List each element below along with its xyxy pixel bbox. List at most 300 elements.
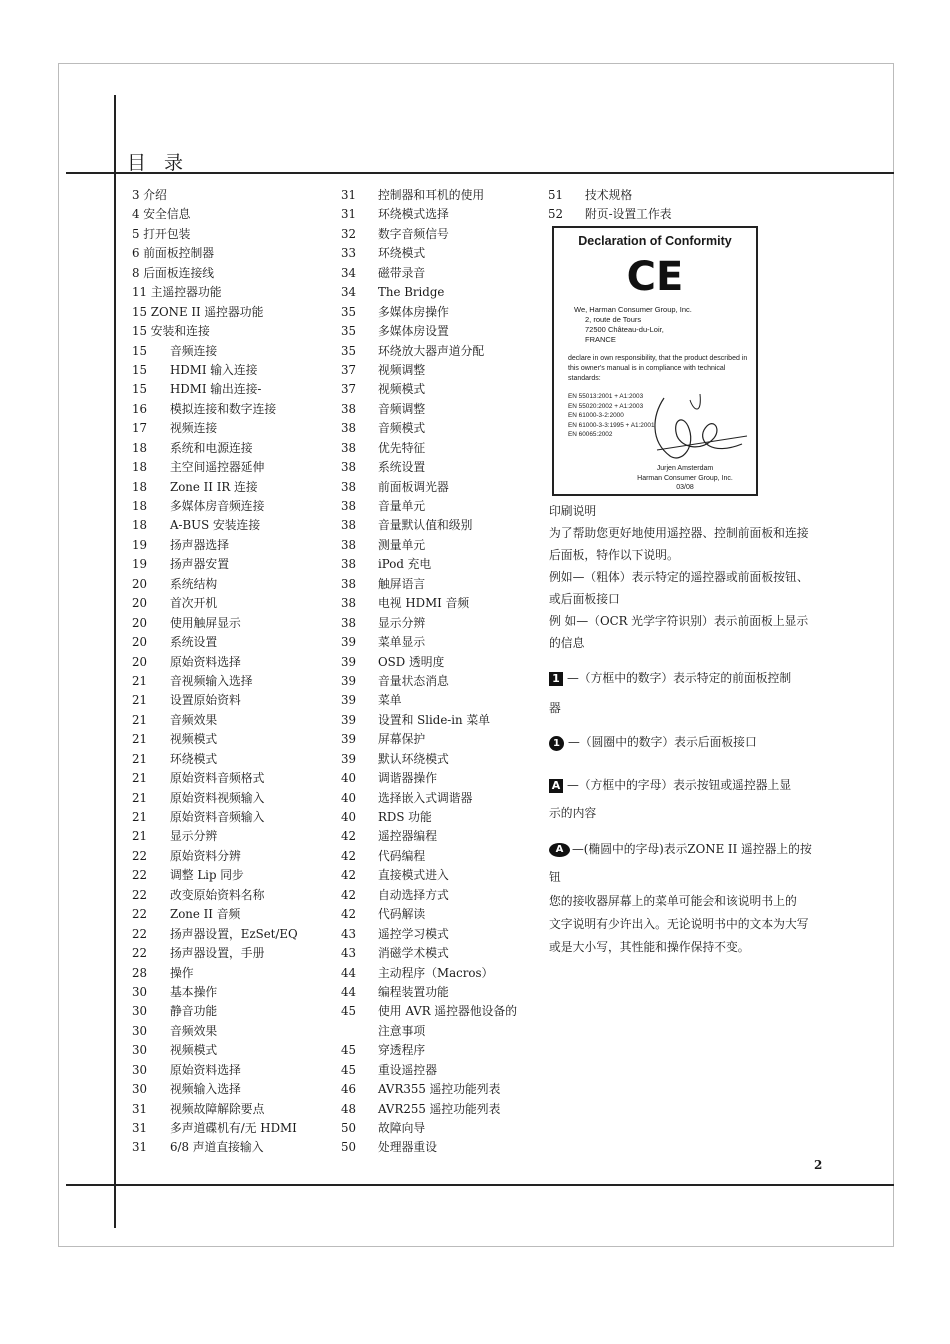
toc-entry-label: 静音功能 (170, 1004, 218, 1019)
toc-page-number: 40 (341, 771, 357, 786)
note-circled-number: 1 —（圆圈中的数字）表示后面板接口 (549, 733, 757, 751)
toc-entry (341, 711, 541, 730)
toc-page-number: 16 (132, 401, 148, 416)
toc-entry-label: 基本操作 (170, 984, 218, 999)
toc-entry-label: 穿透程序 (378, 1043, 426, 1058)
toc-entry (132, 944, 332, 963)
toc-entry (132, 633, 332, 652)
toc-page-number: 31 (132, 1101, 148, 1116)
toc-entry (132, 283, 332, 302)
toc-entry (341, 808, 541, 827)
toc-entry (341, 827, 541, 846)
toc-entry-label: 视频模式 (170, 732, 218, 747)
toc-entry-label: 多媒体房设置 (378, 324, 449, 339)
toc-page-number: 33 (341, 246, 357, 261)
toc-entry (341, 342, 541, 361)
toc-entry (341, 769, 541, 788)
toc-entry-label: 8 后面板连接线 (132, 265, 215, 280)
toc-entry-label: A-BUS 安装连接 (170, 518, 261, 533)
toc-entry-label: 选择嵌入式调谐器 (378, 790, 473, 805)
toc-page-number: 42 (341, 907, 357, 922)
toc-page-number: 21 (132, 673, 148, 688)
toc-entry-label: 4 安全信息 (132, 207, 191, 222)
toc-entry-label: 故障向导 (378, 1121, 426, 1135)
toc-entry (341, 478, 541, 497)
toc-entry (341, 614, 541, 633)
toc-entry-label: 环绕模式 (378, 246, 426, 261)
toc-entry (341, 1041, 541, 1060)
boxed-number-icon: 1 (549, 672, 563, 686)
toc-entry (341, 1061, 541, 1080)
toc-entry (132, 516, 332, 535)
declaration-title: Declaration of Conformity (578, 234, 732, 248)
toc-page-number: 38 (341, 499, 357, 513)
toc-entry-label: AVR255 遥控功能列表 (378, 1101, 501, 1116)
toc-page-number: 38 (341, 537, 357, 552)
page-number: 2 (814, 1158, 823, 1172)
toc-page-number: 38 (341, 460, 357, 475)
toc-page-number: 30 (132, 1023, 148, 1038)
declaration-signer: Jurjen Amsterdam Harman Consumer Group, Inc. 03/08 (637, 465, 733, 491)
toc-entry-label: 编程装置功能 (378, 984, 449, 999)
oval-letter-icon: A (549, 843, 570, 857)
toc-entry-label: 设置原始资料 (170, 693, 241, 708)
toc-entry-label: 音频连接 (170, 343, 218, 358)
toc-entry-label: 默认环绕模式 (378, 751, 449, 766)
toc-entry-label: 系统结构 (170, 576, 218, 591)
toc-entry (341, 633, 541, 652)
toc-page-number: 44 (341, 965, 357, 980)
header-rule (66, 172, 894, 174)
toc-entry (548, 186, 748, 205)
toc-page-number: 38 (341, 557, 357, 572)
toc-entry-label: 显示分辨 (170, 829, 218, 844)
toc-entry-label: 15 安装和连接 (132, 324, 210, 339)
toc-entry-label: 视频连接 (170, 421, 218, 436)
toc-entry-label: 磁带录音 (378, 265, 426, 280)
toc-entry-label: 遥控学习模式 (378, 926, 449, 941)
note-boxed-number: 1 —（方框中的数字）表示特定的前面板控制 (549, 669, 791, 686)
toc-entry (341, 400, 541, 419)
toc-entry-label: 主动程序（Macros） (378, 965, 494, 980)
toc-entry (132, 789, 332, 808)
toc-entry (132, 1041, 332, 1060)
toc-page-number: 18 (132, 440, 148, 455)
note-boxed-letter: A —（方框中的字母）表示按钮或遥控器上显 (549, 776, 791, 793)
toc-page-number: 28 (132, 965, 148, 980)
toc-entry (132, 653, 332, 672)
toc-entry-label: 环绕放大器声道分配 (378, 343, 485, 358)
toc-entry (341, 730, 541, 749)
toc-entry (341, 303, 541, 322)
toc-entry (132, 983, 332, 1002)
toc-entry (341, 653, 541, 672)
toc-entry-label: 原始资料音频输入 (170, 810, 265, 824)
toc-entry (341, 905, 541, 924)
toc-page-number: 40 (341, 810, 357, 824)
toc-entry-label: RDS 功能 (378, 810, 432, 824)
toc-entry-label: 附页-设置工作表 (585, 207, 672, 222)
toc-entry-label: 3 介绍 (132, 188, 167, 202)
toc-entry-label: Zone II 音频 (170, 907, 241, 922)
toc-page-number: 52 (548, 207, 564, 222)
toc-page-number: 46 (341, 1082, 357, 1097)
toc-page-number: 30 (132, 1004, 148, 1019)
toc-page-number: 37 (341, 362, 357, 377)
toc-entry-label: 设置和 Slide-in 菜单 (378, 712, 491, 727)
toc-entry (132, 866, 332, 885)
toc-entry-label: 调整 Lip 同步 (170, 868, 244, 883)
toc-entry (132, 575, 332, 594)
toc-entry-label: 系统和电源连接 (170, 440, 253, 455)
toc-page-number: 39 (341, 712, 357, 727)
toc-entry (341, 458, 541, 477)
toc-page-number: 30 (132, 1062, 148, 1077)
toc-entry (132, 458, 332, 477)
toc-entry (132, 964, 332, 983)
toc-entry (132, 497, 332, 516)
toc-entry-label: 视频故障解除要点 (170, 1101, 265, 1116)
toc-entry (341, 361, 541, 380)
toc-page-number: 38 (341, 615, 357, 630)
toc-entry-label: 音频调整 (378, 401, 426, 416)
toc-page-number: 21 (132, 810, 148, 824)
toc-entry (341, 944, 541, 963)
toc-entry (341, 516, 541, 535)
toc-entry (132, 1100, 332, 1119)
toc-entry-label: 扬声器选择 (170, 537, 229, 552)
toc-entry (341, 244, 541, 263)
toc-entry-label: The Bridge (378, 285, 445, 300)
toc-column-3 (548, 186, 748, 225)
toc-entry-label: HDMI 输入连接 (170, 362, 258, 377)
toc-entry-label: 音视频输入选择 (170, 673, 253, 688)
toc-page-number: 18 (132, 460, 148, 475)
declaration-address: We, Harman Consumer Group, Inc. 2, route de Tours 72500 Château-du-Loir, FRANCE (574, 305, 692, 344)
toc-page-number: 22 (132, 907, 148, 922)
toc-entry-label: 音量状态消息 (378, 673, 449, 688)
toc-entry (132, 691, 332, 710)
toc-page-number: 21 (132, 771, 148, 786)
toc-entry-label: 操作 (170, 965, 194, 980)
toc-page-number: 19 (132, 537, 148, 552)
toc-entry-label: 扬声器设置，EzSet/EQ (170, 926, 298, 941)
toc-entry (132, 711, 332, 730)
toc-entry (132, 419, 332, 438)
toc-page-number: 15 (132, 382, 148, 397)
toc-entry-label: 多媒体房操作 (378, 304, 449, 319)
toc-entry (132, 1061, 332, 1080)
toc-entry (341, 225, 541, 244)
toc-entry-label: 视频模式 (170, 1043, 218, 1058)
toc-page-number: 18 (132, 479, 148, 494)
toc-page-number: 31 (132, 1140, 148, 1155)
toc-entry-label: 主空间遥控器延伸 (170, 460, 265, 475)
toc-entry-label: 系统设置 (378, 460, 426, 475)
boxed-letter-icon: A (549, 779, 563, 793)
toc-page-number: 35 (341, 304, 357, 319)
toc-entry (132, 380, 332, 399)
toc-entry-label: 使用触屏显示 (170, 615, 241, 630)
toc-entry-label: 扬声器设置，手册 (170, 946, 265, 961)
circled-number-icon: 1 (549, 736, 564, 751)
toc-entry (132, 886, 332, 905)
toc-entry (132, 205, 332, 224)
toc-page-number: 20 (132, 596, 148, 611)
toc-entry-label: 模拟连接和数字连接 (170, 401, 277, 416)
toc-page-number: 38 (341, 479, 357, 494)
toc-entry (341, 1100, 541, 1119)
toc-page-number: 50 (341, 1121, 357, 1135)
toc-entry-label: AVR355 遥控功能列表 (378, 1082, 501, 1097)
toc-entry-label: 音频效果 (170, 712, 218, 727)
toc-page-number: 21 (132, 751, 148, 766)
declaration-statement: declare in own responsibility, that the product described in this owner's manual is in compliance with technical standards: (568, 355, 748, 382)
toc-entry-label: 原始资料选择 (170, 1062, 241, 1077)
toc-entry (132, 1119, 332, 1138)
toc-entry-label: 前面板调光器 (378, 479, 449, 494)
toc-entry-label: 代码解读 (378, 907, 426, 922)
toc-page-number: 21 (132, 732, 148, 747)
toc-entry-label: 5 打开包装 (132, 226, 191, 241)
toc-entry-label: 原始资料分辨 (170, 848, 241, 863)
toc-entry-label: 显示分辨 (378, 615, 426, 630)
toc-entry (341, 1002, 541, 1021)
toc-entry (548, 205, 748, 224)
toc-page-number: 22 (132, 946, 148, 961)
toc-entry (132, 847, 332, 866)
toc-page-number: 22 (132, 887, 148, 902)
declaration-of-conformity (552, 226, 758, 496)
toc-entry (341, 186, 541, 205)
toc-entry (341, 1138, 541, 1157)
toc-entry (132, 905, 332, 924)
toc-page-number: 30 (132, 1082, 148, 1097)
toc-entry (132, 730, 332, 749)
toc-page-number: 22 (132, 868, 148, 883)
toc-entry (341, 672, 541, 691)
toc-entry-label: 技术规格 (585, 188, 633, 202)
toc-entry (341, 886, 541, 905)
toc-entry-label: OSD 透明度 (378, 654, 445, 669)
toc-entry (341, 439, 541, 458)
toc-entry-label: 扬声器安置 (170, 557, 229, 572)
toc-entry-label: 菜单 (378, 693, 402, 708)
toc-entry (341, 983, 541, 1002)
toc-entry-label: 原始资料视频输入 (170, 790, 265, 805)
toc-entry-label: 屏幕保护 (378, 732, 426, 747)
toc-entry (341, 1022, 541, 1041)
toc-column-2 (341, 186, 541, 1158)
toc-page-number: 38 (341, 596, 357, 611)
toc-page-number: 39 (341, 673, 357, 688)
toc-entry (341, 555, 541, 574)
toc-entry (132, 1138, 332, 1157)
toc-page-number: 22 (132, 926, 148, 941)
toc-entry-label: 优先特征 (378, 440, 426, 455)
toc-page-number: 42 (341, 868, 357, 883)
toc-page-number: 21 (132, 693, 148, 708)
toc-page-number: 20 (132, 635, 148, 650)
toc-entry-label: 音量默认值和级别 (378, 518, 473, 533)
toc-entry-label: 首次开机 (170, 596, 218, 611)
toc-page-number: 38 (341, 576, 357, 591)
toc-page-number: 39 (341, 635, 357, 650)
toc-entry (132, 808, 332, 827)
toc-page-number: 21 (132, 712, 148, 727)
toc-entry (341, 264, 541, 283)
toc-entry (132, 672, 332, 691)
toc-page-number: 42 (341, 829, 357, 844)
notes-heading: 印刷说明 (549, 504, 597, 518)
toc-entry (132, 827, 332, 846)
toc-page-number: 40 (341, 790, 357, 805)
toc-entry-label: 视频模式 (378, 382, 426, 397)
toc-entry (132, 225, 332, 244)
toc-entry-label: 音量单元 (378, 499, 426, 513)
toc-page-number: 42 (341, 887, 357, 902)
toc-entry (132, 555, 332, 574)
toc-entry (341, 925, 541, 944)
toc-entry-label: 控制器和耳机的使用 (378, 188, 485, 202)
toc-entry (132, 1022, 332, 1041)
toc-entry-label: 音频效果 (170, 1023, 218, 1038)
svg-text:CE: CE (626, 254, 684, 296)
footer-rule (66, 1184, 894, 1186)
toc-entry (341, 1119, 541, 1138)
toc-page-number: 43 (341, 946, 357, 961)
toc-page-number: 38 (341, 401, 357, 416)
toc-page-number: 18 (132, 518, 148, 533)
toc-entry-label: iPod 充电 (378, 557, 432, 572)
toc-page-number: 34 (341, 265, 357, 280)
toc-page-number: 51 (548, 188, 564, 202)
toc-entry (341, 691, 541, 710)
toc-entry (132, 769, 332, 788)
toc-page-number: 22 (132, 848, 148, 863)
toc-page-number: 15 (132, 362, 148, 377)
toc-entry (341, 1080, 541, 1099)
toc-entry (132, 322, 332, 341)
toc-page-number: 34 (341, 285, 357, 300)
declaration-standards: EN 55013:2001 + A1:2003 EN 55020:2002 + A1:2003 EN 61000-3-2:2000 EN 61000-3-3:1995 + A1:2001 EN 60065:2002 (568, 393, 655, 438)
toc-entry-label: 6/8 声道直接输入 (170, 1140, 264, 1155)
margin-rule (114, 95, 116, 1228)
toc-entry-label: 多媒体房音频连接 (170, 499, 265, 513)
toc-entry-label: 环绕模式 (170, 751, 218, 766)
toc-entry (132, 342, 332, 361)
toc-page-number: 45 (341, 1062, 357, 1077)
toc-page-number: 21 (132, 790, 148, 805)
toc-page-number: 44 (341, 984, 357, 999)
toc-entry (341, 594, 541, 613)
ce-mark-icon (554, 254, 756, 296)
toc-entry (132, 1002, 332, 1021)
toc-entry (341, 575, 541, 594)
toc-page-number: 20 (132, 615, 148, 630)
toc-entry (341, 866, 541, 885)
toc-entry (132, 244, 332, 263)
toc-page-number: 38 (341, 440, 357, 455)
toc-entry-label: 6 前面板控制器 (132, 246, 215, 261)
toc-page-number: 31 (132, 1121, 148, 1135)
toc-page-number: 32 (341, 226, 357, 241)
toc-entry-label: 11 主遥控器功能 (132, 285, 222, 300)
page-title: 目 录 (127, 152, 190, 174)
toc-page-number: 38 (341, 421, 357, 436)
toc-entry (341, 205, 541, 224)
toc-page-number: 39 (341, 693, 357, 708)
toc-entry (341, 380, 541, 399)
toc-entry (132, 264, 332, 283)
toc-page-number: 15 (132, 343, 148, 358)
toc-entry (341, 497, 541, 516)
toc-entry-label: 直接模式进入 (378, 868, 449, 883)
toc-page-number: 35 (341, 343, 357, 358)
toc-page-number: 30 (132, 1043, 148, 1058)
toc-entry-label: 数字音频信号 (378, 226, 449, 241)
toc-entry (341, 847, 541, 866)
toc-entry (132, 750, 332, 769)
toc-entry-label: 注意事项 (378, 1023, 426, 1038)
toc-entry (132, 439, 332, 458)
toc-entry (132, 536, 332, 555)
toc-entry-label: 环绕模式选择 (378, 207, 449, 222)
note-oval-letter: A —(椭圆中的字母)表示ZONE II 遥控器上的按 (549, 840, 812, 857)
toc-page-number: 35 (341, 324, 357, 339)
toc-page-number: 17 (132, 421, 148, 436)
toc-entry-label: 视频输入选择 (170, 1082, 241, 1097)
toc-page-number: 48 (341, 1101, 357, 1116)
toc-entry (341, 750, 541, 769)
toc-entry-label: 重设遥控器 (378, 1062, 437, 1077)
toc-entry-label: 电视 HDMI 音频 (378, 596, 470, 611)
toc-entry (341, 419, 541, 438)
toc-entry-label: 15 ZONE II 遥控器功能 (132, 304, 264, 319)
toc-page-number: 39 (341, 751, 357, 766)
toc-entry (341, 789, 541, 808)
toc-entry-label: 多声道碟机有/无 HDMI (170, 1121, 297, 1135)
toc-entry (341, 283, 541, 302)
toc-entry-label: 遥控器编程 (378, 829, 437, 844)
toc-page-number: 30 (132, 984, 148, 999)
toc-page-number: 39 (341, 654, 357, 669)
toc-page-number: 39 (341, 732, 357, 747)
toc-column-1 (132, 186, 332, 1158)
toc-entry-label: 原始资料音频格式 (170, 771, 265, 786)
toc-entry (132, 303, 332, 322)
toc-entry (132, 478, 332, 497)
signature-icon (642, 386, 752, 466)
toc-entry-label: 测量单元 (378, 537, 426, 552)
toc-entry-label: 系统设置 (170, 635, 218, 650)
toc-page-number: 45 (341, 1004, 357, 1019)
toc-entry-label: 自动选择方式 (378, 887, 449, 902)
toc-entry-label: 菜单显示 (378, 635, 426, 650)
toc-entry (132, 400, 332, 419)
toc-entry (132, 614, 332, 633)
toc-page-number: 31 (341, 207, 357, 222)
toc-page-number: 38 (341, 518, 357, 533)
toc-page-number: 21 (132, 829, 148, 844)
toc-entry-label: 音频模式 (378, 421, 426, 436)
toc-entry-label: 原始资料选择 (170, 654, 241, 669)
toc-entry-label: HDMI 输出连接- (170, 382, 262, 397)
toc-entry (132, 1080, 332, 1099)
toc-entry-label: 视频调整 (378, 362, 426, 377)
toc-page-number: 18 (132, 499, 148, 513)
toc-entry-label: 消磁学术模式 (378, 946, 449, 961)
